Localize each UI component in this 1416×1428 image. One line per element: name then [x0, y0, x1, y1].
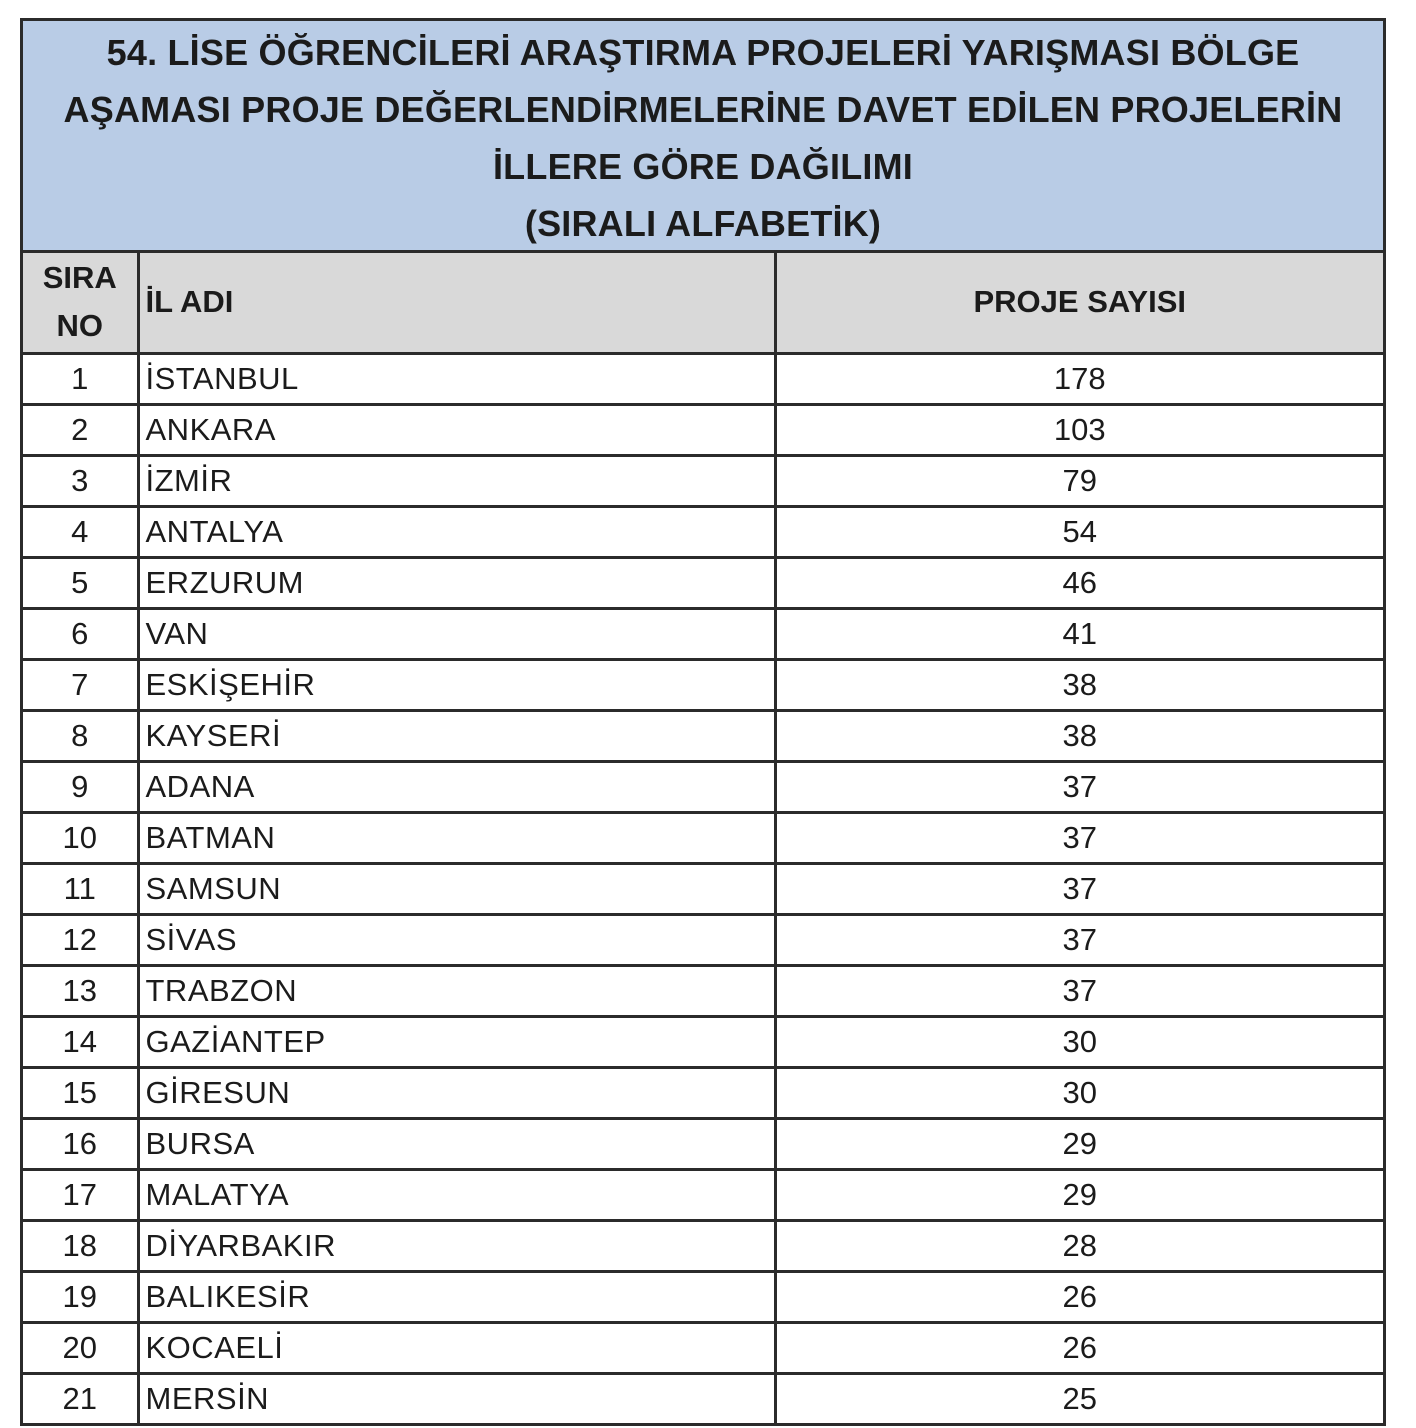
table-row	[23, 455, 1383, 506]
row-number: 5	[23, 557, 138, 608]
project-count: 37	[775, 965, 1383, 1016]
row-number: 12	[23, 914, 138, 965]
table-row	[23, 1322, 1383, 1373]
table-row	[23, 863, 1383, 914]
project-count: 38	[775, 710, 1383, 761]
project-count: 54	[775, 506, 1383, 557]
table-row	[23, 914, 1383, 965]
row-number: 16	[23, 1118, 138, 1169]
row-number: 21	[23, 1373, 138, 1424]
table-row	[23, 404, 1383, 455]
project-count: 41	[775, 608, 1383, 659]
title-line-3: İLLERE GÖRE DAĞILIMI	[492, 145, 913, 187]
row-number: 18	[23, 1220, 138, 1271]
province-name: GAZİANTEP	[138, 1016, 775, 1067]
table-row	[23, 1220, 1383, 1271]
project-count: 26	[775, 1322, 1383, 1373]
project-count: 79	[775, 455, 1383, 506]
province-name: KAYSERİ	[138, 710, 775, 761]
province-name: BURSA	[138, 1118, 775, 1169]
row-number: 10	[23, 812, 138, 863]
project-count: 38	[775, 659, 1383, 710]
table-title	[23, 21, 1383, 253]
project-count: 28	[775, 1220, 1383, 1271]
row-number: 2	[23, 404, 138, 455]
table-row	[23, 353, 1383, 404]
table-row	[23, 812, 1383, 863]
project-count: 37	[775, 914, 1383, 965]
table-row	[23, 1016, 1383, 1067]
table-row	[23, 1271, 1383, 1322]
project-count: 25	[775, 1373, 1383, 1424]
project-count: 30	[775, 1016, 1383, 1067]
row-number: 6	[23, 608, 138, 659]
table-row	[23, 710, 1383, 761]
table-row	[23, 1373, 1383, 1424]
table-row	[23, 557, 1383, 608]
project-count: 37	[775, 863, 1383, 914]
row-number: 3	[23, 455, 138, 506]
province-name: TRABZON	[138, 965, 775, 1016]
province-table-sheet	[20, 18, 1386, 1426]
header-sira-no	[23, 253, 138, 353]
title-line-4: (SIRALI ALFABETİK)	[524, 202, 882, 244]
province-name: BATMAN	[138, 812, 775, 863]
table-row	[23, 1118, 1383, 1169]
row-number: 15	[23, 1067, 138, 1118]
province-name: ANKARA	[138, 404, 775, 455]
header-proje-sayisi: PROJE SAYISI	[775, 253, 1383, 353]
header-sira-line1: SIRA	[42, 260, 117, 296]
row-number: 7	[23, 659, 138, 710]
province-name: DİYARBAKIR	[138, 1220, 775, 1271]
table-row	[23, 761, 1383, 812]
province-name: SAMSUN	[138, 863, 775, 914]
table-header-row	[23, 253, 1383, 353]
project-count: 26	[775, 1271, 1383, 1322]
row-number: 13	[23, 965, 138, 1016]
province-name: MALATYA	[138, 1169, 775, 1220]
header-sira-line2: NO	[56, 308, 103, 344]
row-number: 20	[23, 1322, 138, 1373]
table-row	[23, 506, 1383, 557]
project-count: 37	[775, 812, 1383, 863]
header-il-adi: İL ADI	[138, 253, 775, 353]
project-count: 46	[775, 557, 1383, 608]
province-name: KOCAELİ	[138, 1322, 775, 1373]
province-name: ANTALYA	[138, 506, 775, 557]
table-row	[23, 965, 1383, 1016]
province-name: ADANA	[138, 761, 775, 812]
row-number: 17	[23, 1169, 138, 1220]
title-line-2: AŞAMASI PROJE DEĞERLENDİRMELERİNE DAVET EDİLEN PROJELERİN	[63, 88, 1343, 130]
title-line-1: 54. LİSE ÖĞRENCİLERİ ARAŞTIRMA PROJELERİ YARIŞMASI BÖLGE	[106, 31, 1300, 73]
table-row	[23, 1067, 1383, 1118]
province-name: GİRESUN	[138, 1067, 775, 1118]
province-name: İSTANBUL	[138, 353, 775, 404]
project-count: 37	[775, 761, 1383, 812]
row-number: 9	[23, 761, 138, 812]
province-name: ESKİŞEHİR	[138, 659, 775, 710]
table-body	[23, 353, 1383, 1424]
project-count: 103	[775, 404, 1383, 455]
row-number: 8	[23, 710, 138, 761]
row-number: 11	[23, 863, 138, 914]
province-project-table	[23, 253, 1383, 1426]
row-number: 19	[23, 1271, 138, 1322]
project-count: 30	[775, 1067, 1383, 1118]
row-number: 1	[23, 353, 138, 404]
row-number: 14	[23, 1016, 138, 1067]
table-row	[23, 1169, 1383, 1220]
project-count: 178	[775, 353, 1383, 404]
province-name: MERSİN	[138, 1373, 775, 1424]
province-name: BALIKESİR	[138, 1271, 775, 1322]
province-name: İZMİR	[138, 455, 775, 506]
province-name: SİVAS	[138, 914, 775, 965]
project-count: 29	[775, 1118, 1383, 1169]
province-name: VAN	[138, 608, 775, 659]
province-name: ERZURUM	[138, 557, 775, 608]
project-count: 29	[775, 1169, 1383, 1220]
table-row	[23, 659, 1383, 710]
table-row	[23, 608, 1383, 659]
row-number: 4	[23, 506, 138, 557]
